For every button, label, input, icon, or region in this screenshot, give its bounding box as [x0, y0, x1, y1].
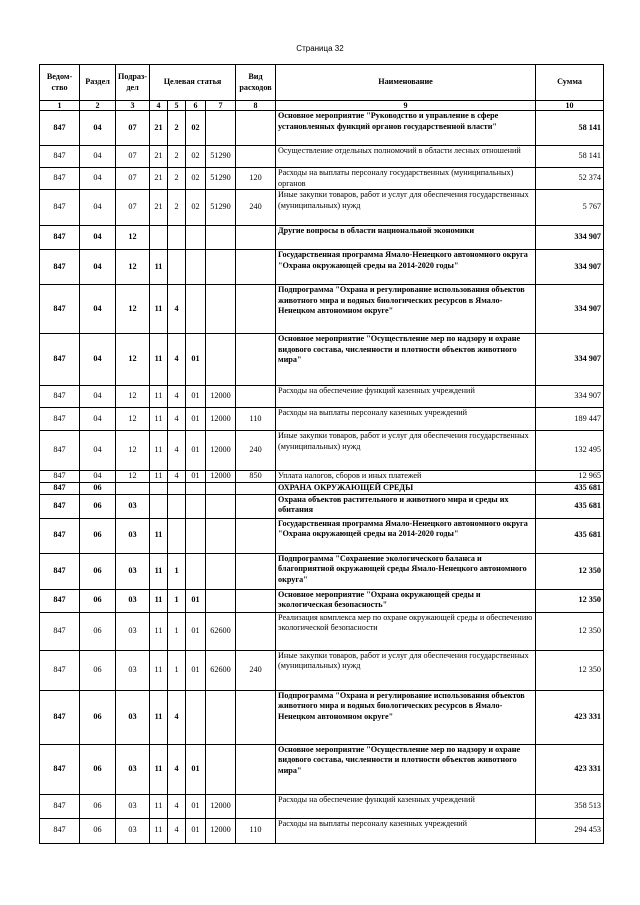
cell-cs3: 01: [186, 794, 206, 818]
cell-podrazdel: 03: [116, 494, 150, 518]
cell-podrazdel: 03: [116, 818, 150, 843]
cell-cs2: [168, 226, 186, 250]
cell-cs1: 11: [150, 690, 168, 744]
cell-ved: 847: [40, 518, 80, 553]
cell-podrazdel: 07: [116, 146, 150, 168]
cell-sum: 132 495: [536, 431, 604, 471]
cell-ved: 847: [40, 744, 80, 794]
cell-vid: [236, 250, 276, 285]
cell-sum: 5 767: [536, 190, 604, 226]
cell-cs2: 4: [168, 285, 186, 334]
cell-name: Государственная программа Ямало-Ненецкого автономного округа "Охрана окружающей среды на 2014-2020 годы": [276, 250, 536, 285]
cell-ved: 847: [40, 553, 80, 589]
cell-cs3: [186, 494, 206, 518]
cell-name: Осуществление отдельных полномочий в области лесных отношений: [276, 146, 536, 168]
cell-sum: 334 907: [536, 386, 604, 408]
cell-podrazdel: 03: [116, 744, 150, 794]
cell-vid: 110: [236, 408, 276, 431]
cell-sum: 12 350: [536, 553, 604, 589]
cell-cs3: [186, 285, 206, 334]
cell-razdel: 04: [80, 431, 116, 471]
cell-cs4: [206, 690, 236, 744]
table-row: [40, 146, 604, 168]
cell-razdel: 06: [80, 690, 116, 744]
cell-ved: 847: [40, 483, 80, 495]
cell-sum: 334 907: [536, 250, 604, 285]
cell-cs4: 12000: [206, 471, 236, 483]
header-sum: Сумма: [536, 65, 604, 101]
cell-sum: 358 513: [536, 794, 604, 818]
cell-cs1: 11: [150, 285, 168, 334]
cell-name: Расходы на выплаты персоналу государственных (муниципальных) органов: [276, 168, 536, 190]
cell-cs1: 21: [150, 168, 168, 190]
cell-vid: [236, 690, 276, 744]
table-row: [40, 794, 604, 818]
table-row: [40, 226, 604, 250]
cell-vid: [236, 744, 276, 794]
cell-cs3: 01: [186, 471, 206, 483]
cell-cs1: 11: [150, 612, 168, 650]
cell-name: Подпрограмма "Охрана и регулирование использования объектов животного мира и водных биологических ресурсов в Ямало-Ненецком автономном округе": [276, 285, 536, 334]
cell-vid: 240: [236, 190, 276, 226]
cell-ved: 847: [40, 471, 80, 483]
cell-cs2: 1: [168, 589, 186, 612]
cell-cs4: [206, 250, 236, 285]
cell-vid: [236, 612, 276, 650]
cell-podrazdel: [116, 483, 150, 495]
cell-cs4: 51290: [206, 146, 236, 168]
cell-sum: 435 681: [536, 483, 604, 495]
cell-cs1: 11: [150, 744, 168, 794]
cell-cs2: 4: [168, 431, 186, 471]
cell-podrazdel: 03: [116, 794, 150, 818]
cell-ved: 847: [40, 285, 80, 334]
cell-cs3: 01: [186, 334, 206, 386]
header-vid: Вид расходов: [236, 65, 276, 101]
cell-razdel: 06: [80, 650, 116, 690]
table-row: [40, 431, 604, 471]
cell-ved: 847: [40, 650, 80, 690]
cell-cs2: 4: [168, 334, 186, 386]
cell-cs4: [206, 494, 236, 518]
cell-cs4: 51290: [206, 168, 236, 190]
cell-ved: 847: [40, 111, 80, 146]
cell-podrazdel: 07: [116, 168, 150, 190]
cell-cs4: 62600: [206, 612, 236, 650]
cell-name: Основное мероприятие "Охрана окружающей среды и экологическая безопасность": [276, 589, 536, 612]
cell-sum: 12 350: [536, 650, 604, 690]
cell-cs3: 01: [186, 650, 206, 690]
cell-razdel: 06: [80, 612, 116, 650]
table-row: [40, 250, 604, 285]
cell-name: Расходы на обеспечение функций казенных учреждений: [276, 794, 536, 818]
cell-cs4: 12000: [206, 431, 236, 471]
cell-podrazdel: 12: [116, 408, 150, 431]
cell-cs1: 21: [150, 146, 168, 168]
cell-ved: 847: [40, 408, 80, 431]
cell-name: ОХРАНА ОКРУЖАЮЩЕЙ СРЕДЫ: [276, 483, 536, 495]
cell-cs1: 11: [150, 431, 168, 471]
cell-sum: 58 141: [536, 111, 604, 146]
cell-razdel: 06: [80, 483, 116, 495]
cell-vid: 120: [236, 168, 276, 190]
cell-podrazdel: 12: [116, 471, 150, 483]
cell-razdel: 06: [80, 553, 116, 589]
cell-podrazdel: 12: [116, 285, 150, 334]
cell-name: Подпрограмма "Сохранение экологического баланса и благоприятной окружающей среды Ямало-Ненецкого автономного округа": [276, 553, 536, 589]
cell-razdel: 06: [80, 589, 116, 612]
table-row: [40, 518, 604, 553]
cell-cs3: 01: [186, 431, 206, 471]
cell-cs3: 01: [186, 818, 206, 843]
col-number: 5: [168, 101, 186, 111]
table-row: [40, 386, 604, 408]
cell-ved: 847: [40, 168, 80, 190]
header-target: Целевая статья: [150, 65, 236, 101]
cell-cs4: [206, 334, 236, 386]
cell-cs3: [186, 518, 206, 553]
cell-cs2: 2: [168, 111, 186, 146]
cell-ved: 847: [40, 250, 80, 285]
table-row: [40, 408, 604, 431]
cell-podrazdel: 12: [116, 386, 150, 408]
cell-vid: [236, 589, 276, 612]
cell-cs3: [186, 690, 206, 744]
cell-cs4: 12000: [206, 818, 236, 843]
cell-vid: 850: [236, 471, 276, 483]
cell-podrazdel: 03: [116, 650, 150, 690]
cell-cs2: 2: [168, 168, 186, 190]
cell-name: Расходы на выплаты персоналу казенных учреждений: [276, 408, 536, 431]
cell-podrazdel: 12: [116, 431, 150, 471]
cell-ved: 847: [40, 612, 80, 650]
cell-cs1: 11: [150, 386, 168, 408]
header-name: Наименование: [276, 65, 536, 101]
cell-sum: 423 331: [536, 744, 604, 794]
budget-table: [39, 64, 604, 844]
cell-cs4: [206, 111, 236, 146]
cell-cs3: 02: [186, 111, 206, 146]
cell-name: Другие вопросы в области национальной экономики: [276, 226, 536, 250]
header-razdel: Раздел: [80, 65, 116, 101]
cell-cs2: 4: [168, 744, 186, 794]
col-number: 9: [276, 101, 536, 111]
table-body: [40, 111, 604, 844]
cell-name: Охрана объектов растительного и животного мира и среды их обитания: [276, 494, 536, 518]
header-podrazdel: Подраз-дел: [116, 65, 150, 101]
cell-cs2: [168, 518, 186, 553]
cell-vid: [236, 518, 276, 553]
cell-razdel: 06: [80, 818, 116, 843]
cell-cs3: 01: [186, 612, 206, 650]
table-row: [40, 744, 604, 794]
cell-cs4: [206, 589, 236, 612]
cell-sum: 52 374: [536, 168, 604, 190]
table-row: [40, 483, 604, 495]
col-number: 7: [206, 101, 236, 111]
table-row: [40, 818, 604, 843]
cell-cs3: [186, 553, 206, 589]
cell-name: Основное мероприятие "Руководство и управление в сфере установленных функций органов государственной власти": [276, 111, 536, 146]
page-label: Страница 32: [296, 44, 344, 53]
cell-cs1: 21: [150, 111, 168, 146]
cell-vid: [236, 334, 276, 386]
cell-podrazdel: 12: [116, 250, 150, 285]
cell-podrazdel: 03: [116, 612, 150, 650]
cell-razdel: 06: [80, 744, 116, 794]
cell-cs4: [206, 483, 236, 495]
cell-cs4: 12000: [206, 408, 236, 431]
cell-podrazdel: 03: [116, 589, 150, 612]
cell-sum: 58 141: [536, 146, 604, 168]
cell-cs4: [206, 518, 236, 553]
cell-ved: 847: [40, 794, 80, 818]
cell-razdel: 04: [80, 111, 116, 146]
col-number: 8: [236, 101, 276, 111]
cell-cs2: 2: [168, 146, 186, 168]
table-row: [40, 471, 604, 483]
cell-podrazdel: 03: [116, 690, 150, 744]
cell-ved: 847: [40, 690, 80, 744]
col-number: 6: [186, 101, 206, 111]
cell-cs2: 1: [168, 553, 186, 589]
cell-razdel: 04: [80, 226, 116, 250]
cell-sum: 12 350: [536, 589, 604, 612]
cell-cs2: 4: [168, 471, 186, 483]
cell-cs3: [186, 250, 206, 285]
cell-sum: 435 681: [536, 494, 604, 518]
table-row: [40, 168, 604, 190]
cell-razdel: 04: [80, 285, 116, 334]
cell-name: Реализация комплекса мер по охране окружающей среды и обеспечению экологической безопасности: [276, 612, 536, 650]
cell-sum: 294 453: [536, 818, 604, 843]
cell-vid: [236, 794, 276, 818]
cell-cs1: 11: [150, 650, 168, 690]
cell-vid: [236, 111, 276, 146]
cell-cs1: 11: [150, 334, 168, 386]
table-row: [40, 612, 604, 650]
cell-cs2: [168, 494, 186, 518]
cell-ved: 847: [40, 146, 80, 168]
cell-vid: [236, 483, 276, 495]
cell-name: Иные закупки товаров, работ и услуг для обеспечения государственных (муниципальных) нужд: [276, 190, 536, 226]
cell-cs1: [150, 226, 168, 250]
cell-cs1: 21: [150, 190, 168, 226]
cell-name: Иные закупки товаров, работ и услуг для обеспечения государственных (муниципальных) нужд: [276, 431, 536, 471]
col-number: 2: [80, 101, 116, 111]
cell-name: Основное мероприятие "Осуществление мер по надзору и охране видового состава, численности и плотности объектов животного мира": [276, 744, 536, 794]
cell-cs3: [186, 483, 206, 495]
cell-sum: 334 907: [536, 334, 604, 386]
cell-razdel: 04: [80, 146, 116, 168]
cell-podrazdel: 07: [116, 111, 150, 146]
cell-ved: 847: [40, 494, 80, 518]
cell-sum: 334 907: [536, 285, 604, 334]
cell-ved: 847: [40, 589, 80, 612]
cell-razdel: 06: [80, 494, 116, 518]
cell-podrazdel: 03: [116, 518, 150, 553]
cell-vid: 240: [236, 650, 276, 690]
cell-cs4: 12000: [206, 386, 236, 408]
cell-cs2: 1: [168, 650, 186, 690]
cell-cs3: 01: [186, 386, 206, 408]
cell-cs4: [206, 226, 236, 250]
cell-cs4: [206, 285, 236, 334]
cell-cs1: 11: [150, 471, 168, 483]
cell-cs2: 4: [168, 386, 186, 408]
cell-cs3: 02: [186, 146, 206, 168]
cell-cs1: 11: [150, 818, 168, 843]
cell-cs1: 11: [150, 794, 168, 818]
cell-vid: 240: [236, 431, 276, 471]
cell-podrazdel: 12: [116, 334, 150, 386]
table-row: [40, 334, 604, 386]
cell-sum: 189 447: [536, 408, 604, 431]
cell-vid: [236, 285, 276, 334]
cell-cs3: 02: [186, 168, 206, 190]
cell-cs3: 01: [186, 408, 206, 431]
col-number: 4: [150, 101, 168, 111]
cell-podrazdel: 07: [116, 190, 150, 226]
cell-name: Уплата налогов, сборов и иных платежей: [276, 471, 536, 483]
table-row: [40, 190, 604, 226]
cell-razdel: 04: [80, 250, 116, 285]
cell-vid: [236, 146, 276, 168]
cell-name: Расходы на выплаты персоналу казенных учреждений: [276, 818, 536, 843]
cell-sum: 435 681: [536, 518, 604, 553]
cell-ved: 847: [40, 190, 80, 226]
cell-razdel: 04: [80, 471, 116, 483]
cell-cs2: 1: [168, 612, 186, 650]
cell-cs4: 62600: [206, 650, 236, 690]
cell-razdel: 04: [80, 190, 116, 226]
cell-cs2: 4: [168, 818, 186, 843]
cell-cs1: [150, 483, 168, 495]
cell-cs2: 4: [168, 690, 186, 744]
cell-ved: 847: [40, 226, 80, 250]
table-row: [40, 690, 604, 744]
cell-razdel: 04: [80, 168, 116, 190]
cell-cs3: 02: [186, 190, 206, 226]
cell-razdel: 04: [80, 408, 116, 431]
cell-ved: 847: [40, 334, 80, 386]
cell-cs3: 01: [186, 589, 206, 612]
column-number-row: [40, 101, 604, 111]
cell-podrazdel: 12: [116, 226, 150, 250]
cell-cs2: 2: [168, 190, 186, 226]
cell-cs2: 4: [168, 408, 186, 431]
cell-name: Расходы на обеспечение функций казенных учреждений: [276, 386, 536, 408]
cell-cs4: 12000: [206, 794, 236, 818]
cell-cs1: 11: [150, 408, 168, 431]
cell-name: Иные закупки товаров, работ и услуг для обеспечения государственных (муниципальных) нужд: [276, 650, 536, 690]
cell-name: Основное мероприятие "Осуществление мер по надзору и охране видового состава, численности и плотности объектов животного мира": [276, 334, 536, 386]
cell-cs2: [168, 483, 186, 495]
cell-name: Государственная программа Ямало-Ненецкого автономного округа "Охрана окружающей среды на 2014-2020 годы": [276, 518, 536, 553]
col-number: 10: [536, 101, 604, 111]
cell-razdel: 04: [80, 334, 116, 386]
cell-sum: 423 331: [536, 690, 604, 744]
cell-vid: [236, 494, 276, 518]
cell-vid: [236, 386, 276, 408]
cell-ved: 847: [40, 386, 80, 408]
cell-cs1: 11: [150, 518, 168, 553]
table-row: [40, 285, 604, 334]
cell-cs3: [186, 226, 206, 250]
cell-razdel: 04: [80, 386, 116, 408]
col-number: 1: [40, 101, 80, 111]
cell-razdel: 06: [80, 518, 116, 553]
cell-cs2: 4: [168, 794, 186, 818]
cell-name: Подпрограмма "Охрана и регулирование использования объектов животного мира и водных биологических ресурсов в Ямало-Ненецком автономном округе": [276, 690, 536, 744]
cell-sum: 12 965: [536, 471, 604, 483]
cell-vid: [236, 226, 276, 250]
cell-cs3: 01: [186, 744, 206, 794]
cell-cs4: [206, 744, 236, 794]
cell-cs4: [206, 553, 236, 589]
cell-razdel: 06: [80, 794, 116, 818]
table-row: [40, 553, 604, 589]
cell-cs1: [150, 494, 168, 518]
cell-cs1: 11: [150, 589, 168, 612]
cell-podrazdel: 03: [116, 553, 150, 589]
table-row: [40, 494, 604, 518]
cell-ved: 847: [40, 818, 80, 843]
cell-sum: 334 907: [536, 226, 604, 250]
table-row: [40, 111, 604, 146]
cell-cs1: 11: [150, 553, 168, 589]
cell-cs1: 11: [150, 250, 168, 285]
header-ved: Ведом-ство: [40, 65, 80, 101]
cell-ved: 847: [40, 431, 80, 471]
table-row: [40, 650, 604, 690]
cell-vid: [236, 553, 276, 589]
table-row: [40, 589, 604, 612]
col-number: 3: [116, 101, 150, 111]
cell-cs2: [168, 250, 186, 285]
cell-cs4: 51290: [206, 190, 236, 226]
cell-vid: 110: [236, 818, 276, 843]
cell-sum: 12 350: [536, 612, 604, 650]
